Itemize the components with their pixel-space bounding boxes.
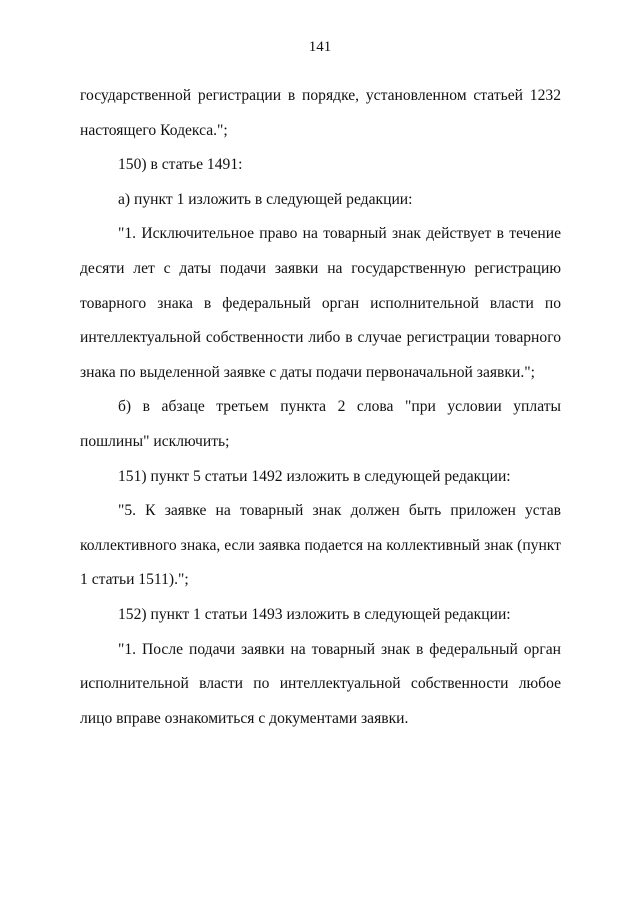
paragraph-item-151: 151) пункт 5 статьи 1492 изложить в следующей редакции:	[118, 467, 511, 485]
paragraph-quote-point-5: "5. К заявке на товарный знак должен быть приложен устав коллективного знака, если заявка подается на коллективный знак (пункт 1 статьи 1511).";	[80, 502, 561, 589]
paragraph-subitem-a: а) пункт 1 изложить в следующей редакции:	[118, 190, 413, 208]
paragraph-subitem-b: б) в абзаце третьем пункта 2 слова "при условии уплаты пошлины" исключить;	[80, 398, 561, 450]
page-number: 141	[308, 39, 332, 55]
paragraph-item-150: 150) в статье 1491:	[118, 156, 243, 174]
paragraph-continuation: государственной регистрации в порядке, установленном статьей 1232 настоящего Кодекса.";	[80, 87, 561, 139]
document-body	[80, 79, 561, 736]
paragraph-item-152: 152) пункт 1 статьи 1493 изложить в следующей редакции:	[118, 605, 511, 623]
paragraph-quote-point-1-1493: "1. После подачи заявки на товарный знак в федеральный орган исполнительной власти по интеллектуальной собственности любое лицо вправе ознакомиться с документами заявки.	[80, 640, 561, 727]
paragraph-quote-point-1: "1. Исключительное право на товарный знак действует в течение десяти лет с даты подачи заявки на государственную регистрацию товарного знака в федеральный орган исполнительной власти по интеллектуальной собственности либо в случае регистрации товарного знака по выделенной заявке с даты подачи первоначальной заявки.";	[80, 225, 561, 381]
